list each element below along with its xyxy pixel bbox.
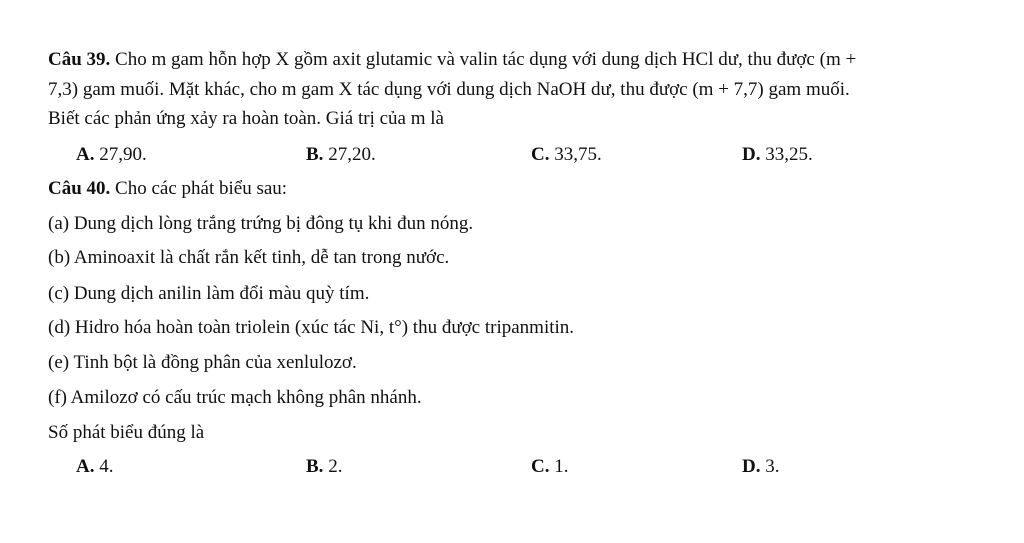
q39-option-b-text: 27,20. — [323, 144, 376, 165]
q40-option-b-text: 2. — [323, 456, 343, 477]
q39-option-d-text: 33,25. — [760, 144, 813, 165]
q40-option-c-text: 1. — [549, 456, 569, 477]
q39-text-1: Cho m gam hỗn hợp X gồm axit glutamic và valin tác dụng với dung dịch HCl dư, thu được (m + — [110, 49, 857, 70]
q40-option-d-letter: D. — [742, 456, 761, 477]
q39-option-a-text: 27,90. — [94, 144, 147, 165]
q39-option-c-text: 33,75. — [549, 144, 602, 165]
q40-statement-f: (f) Amilozơ có cấu trúc mạch không phân nhánh. — [48, 387, 422, 408]
q40-number: Câu 40. — [48, 178, 111, 199]
q39-option-a — [76, 143, 147, 167]
q40-statement-c: (c) Dung dịch anilin làm đổi màu quỳ tím. — [48, 283, 370, 304]
q40-option-a-text: 4. — [94, 456, 114, 477]
q40-question: Số phát biểu đúng là — [48, 422, 205, 443]
q40-option-c — [531, 455, 568, 479]
q40-option-a-letter: A. — [76, 456, 95, 477]
q40-statement-d: (d) Hidro hóa hoàn toàn triolein (xúc tác Ni, t°) thu được tripanmitin. — [48, 317, 575, 338]
q40-option-c-letter: C. — [531, 456, 550, 477]
q39-option-a-letter: A. — [76, 144, 95, 165]
q39-option-d — [742, 143, 813, 167]
q40-statement-b: (b) Aminoaxit là chất rắn kết tinh, dễ tan trong nước. — [48, 247, 450, 268]
q40-statement-a: (a) Dung dịch lòng trắng trứng bị đông tụ khi đun nóng. — [48, 213, 474, 234]
q40-option-d — [742, 455, 779, 479]
q40-option-b — [306, 455, 342, 479]
q40-intro: Cho các phát biểu sau: — [110, 178, 288, 199]
q39-number: Câu 39. — [48, 49, 111, 70]
q39-option-b — [306, 143, 376, 167]
q40-statement-e: (e) Tinh bột là đồng phân của xenlulozơ. — [48, 352, 357, 373]
q40-line-intro — [48, 177, 287, 201]
q39-option-d-letter: D. — [742, 144, 761, 165]
q39-line-2: 7,3) gam muối. Mặt khác, cho m gam X tác dụng với dung dịch NaOH dư, thu được (m + 7,7) gam muối. — [48, 79, 850, 100]
q40-option-b-letter: B. — [306, 456, 324, 477]
q39-line-1 — [48, 48, 856, 72]
q40-option-a — [76, 455, 113, 479]
q39-option-c-letter: C. — [531, 144, 550, 165]
q39-line-3: Biết các phản ứng xảy ra hoàn toàn. Giá trị của m là — [48, 108, 444, 129]
q39-option-c — [531, 143, 602, 167]
q40-option-d-text: 3. — [760, 456, 780, 477]
q39-option-b-letter: B. — [306, 144, 324, 165]
